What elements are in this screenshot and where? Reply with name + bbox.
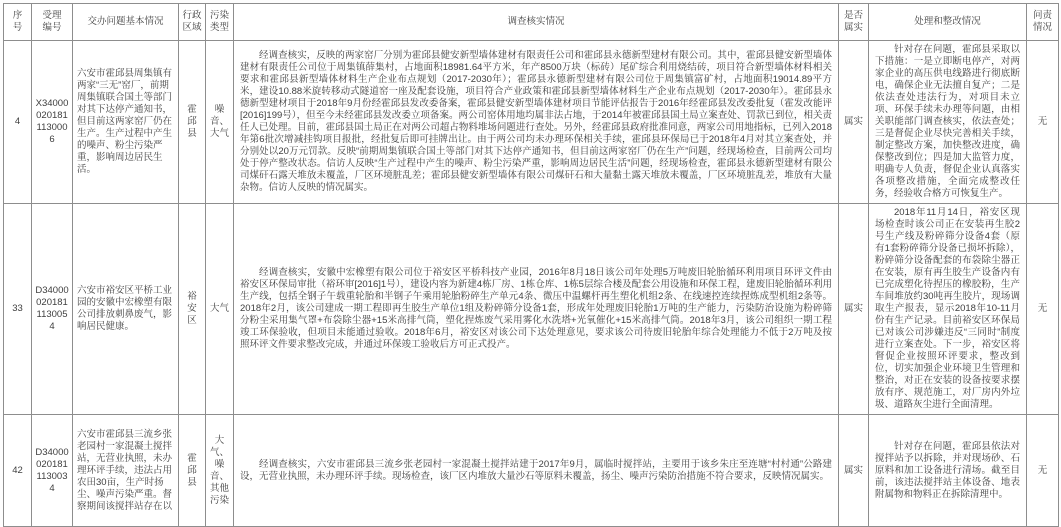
col-header-verified: 是否属实	[839, 4, 869, 41]
col-header-investigation: 调查核实情况	[234, 4, 839, 41]
cell-pollution-type: 大气	[206, 204, 234, 415]
cell-pollution-type: 大气、噪音、其他污染	[206, 415, 234, 527]
cell-case-no: D340000201811130034	[32, 415, 73, 527]
cell-accountability: 无	[1027, 204, 1059, 415]
cell-seq: 33	[4, 204, 32, 415]
table-row	[4, 204, 1059, 415]
cell-accountability: 无	[1027, 41, 1059, 204]
cell-problem: 六安市霍邱县三流乡张老园村一家混凝土搅拌站，无营业执照，未办理环评手续，违法占用农田30亩，生产时扬尘、噪声污染严重。督察期间该搅拌站存在以	[73, 415, 179, 527]
cell-handling: 针对存在问题，霍邱县依法对搅拌站予以拆除，并对现场砂、石原料和加工设备进行清场。截至目前，该违法搅拌站主体设备、地表附属物和物料正在拆除清理中。	[869, 415, 1027, 527]
col-header-case-no: 受理编号	[32, 4, 73, 41]
cell-problem: 六安市霍邱县周集镇有两家“三无”窑厂，前期周集镇联合国土等部门对其下达停产通知书，但目前这两家窑厂仍在生产。生产过程中产生的噪声、粉尘污染严重，影响周边居民生活。	[73, 41, 179, 204]
table-row	[4, 415, 1059, 527]
cell-investigation: 经调查核实，反映的两家窑厂分别为霍邱县健安新型墙体建材有限责任公司和霍邱县永德新型建材有限公司。其中，霍邱县健安新型墙体建材有限责任公司位于周集镇薛集村，占地面积18981.64平方米，年产8500万块（标砖）尾矿综合利用烧结砖，项目符合新型墙体材料相关要求和霍邱县新型墙体材料生产企业布点规划（2017-2030年）；霍邱县永德新型建材有限公司位于周集镇富矿村，占地面积19014.89平方米，建设10.88米旋转移动式隧道窑一座及配套设施，项目符合产业政策和霍邱县新型墙体材料生产企业布点规划（2017-2030年）。霍邱县永德新型建材项目于2018年9月份经霍邱县发改委备案，霍邱县健安新型墙体建材项目节能评估报告于2016年经霍邱县发改委批复（霍发改能评[2016]199号），但至今未经霍邱县发改委立项备案。两公司窑体用地均属非法占地，于2014年被霍邱县国土局立案查处、罚款已到位，相关责任人已处理。目前，霍邱县国土局正在对两公司超占物料堆场问题进行查处。另外，经霍邱县政府批准同意，两家公司用地指标，已列入2018年第6批次增减挂钩项目报批，经批复后即可挂牌出让。由于两公司均未办理环保相关手续，霍邱县环保局已于2018年4月对其立案查处，并分别处以20万元罚款。反映“前期周集镇联合国土等部门对其下达停产通知书，但目前这两家窑厂仍在生产”问题，经现场检查，目前两公司均处于停产整改状态。信访人反映“生产过程中产生的噪声、粉尘污染严重，影响周边居民生活”问题，经现场检查，霍邱县永德新型建材有限公司煤矸石露天堆放未覆盖，厂区环境脏乱差；霍邱县健安新型墙体有限公司煤矸石和大量黏土露天堆放未覆盖，厂区环境脏乱差，堆放有大量杂物。信访人反映的情况属实。	[234, 41, 839, 204]
cell-verified: 属实	[839, 415, 869, 527]
cell-verified: 属实	[839, 204, 869, 415]
cell-region: 霍邱县	[179, 41, 206, 204]
header-row	[4, 4, 1059, 41]
cell-investigation: 经调查核实，六安市霍邱县三流乡张老园村一家混凝土搅拌站建于2017年9月，属临时搅拌站，主要用于该乡朱庄至连塘“村村通”公路建设，无营业执照，未办理环评手续。现场检查，该厂区内堆放大量沙石等原料未覆盖，扬尘、噪声污染防治措施不符合要求，反映情况属实。	[234, 415, 839, 527]
cell-pollution-type: 噪音、大气	[206, 41, 234, 204]
complaints-table	[3, 3, 1059, 527]
cell-investigation: 经调查核实，安徽中宏橡塑有限公司位于裕安区平桥科技产业园，2016年8月18日该公司年处理5万吨废旧轮胎循环利用项目环评文件由裕安区环保局审批（裕环审[2016]1号），建设内容为新建4栋厂房、1栋仓库、1栋5层综合楼及配套公用设施和环保工程，建废旧轮胎循环利用生产线，包括全钢子午载重轮胎和半钢子午乘用轮胎粉碎生产单元4条、微压中温螺杆再生塑化机组2条、在线速控连续捏炼成型机组2条等。2018年2月，该公司建成一期工程即再生胶生产单位1组及粉碎筛分设备1套，形成年处理废旧轮胎1万吨的生产能力，污染防治设施为粉碎筛分粉尘采用集气罩+布袋除尘器+15米高排气筒，塑化捏炼废气采用雾化水洗塔+光氧催化+15米高排气筒。2018年3月，该公司组织一期工程竣工环保验收，但项目未能通过验收。2018年6月，裕安区对该公司下达处理意见，要求该公司待废旧轮胎年综合处理能力不低于2万吨及按照环评文件要求整改完成，并通过环保竣工验收后方可正式投产。	[234, 204, 839, 415]
cell-seq: 42	[4, 415, 32, 527]
col-header-handling: 处理和整改情况	[869, 4, 1027, 41]
cell-handling: 针对存在问题，霍邱县采取以下措施：一是立即断电停产，对两家企业的高压供电线路进行彻底断电，确保企业无法擅自复产；二是依法查处违法行为，对项目未立项、环保手续未办理等问题，由相关职能部门调查核实，依法查处；三是督促企业尽快完善相关手续，制定整改方案，加快整改进度，确保整改到位；四是加大监管力度，明确专人负责，督促企业认真落实各项整改措施，全面完成整改任务，经验收合格方可恢复生产。	[869, 41, 1027, 204]
col-header-pollution: 污染类型	[206, 4, 234, 41]
cell-region: 霍邱县	[179, 415, 206, 527]
cell-case-no: X340000201811130006	[32, 41, 73, 204]
col-header-accountability: 问责情况	[1027, 4, 1059, 41]
cell-seq: 4	[4, 41, 32, 204]
cell-region: 裕安区	[179, 204, 206, 415]
cell-verified: 属实	[839, 41, 869, 204]
cell-accountability: 无	[1027, 415, 1059, 527]
cell-handling: 2018年11月14日，裕安区现场检查时该公司正在安装再生胶2号生产线及粉碎筛分设备4套（原有1套粉碎筛分设备已损坏拆除），粉碎筛分设备配套的布袋除尘器正在安装，原有再生胶生产设备内有已完成塑化待捏压的橡胶粉，生产车间堆放约30吨再生胶片，现场调取生产报表，显示2018年10-11月份有生产记录。目前裕安区环保局已对该公司涉嫌违反“三同时”制度进行立案查处。下一步，裕安区将督促企业按照环评要求，整改到位，切实加强企业环境卫生管理和整治，对正在安装的设备按要求摆放有序、规范施工，对厂房内外垃圾、道路灰尘进行全面清理。	[869, 204, 1027, 415]
cell-case-no: D340000201811130054	[32, 204, 73, 415]
table-row	[4, 41, 1059, 204]
cell-problem: 六安市裕安区平桥工业园的安徽中宏橡塑有限公司排放刺鼻废气，影响居民健康。	[73, 204, 179, 415]
col-header-seq: 序号	[4, 4, 32, 41]
col-header-region: 行政区域	[179, 4, 206, 41]
col-header-problem: 交办问题基本情况	[73, 4, 179, 41]
